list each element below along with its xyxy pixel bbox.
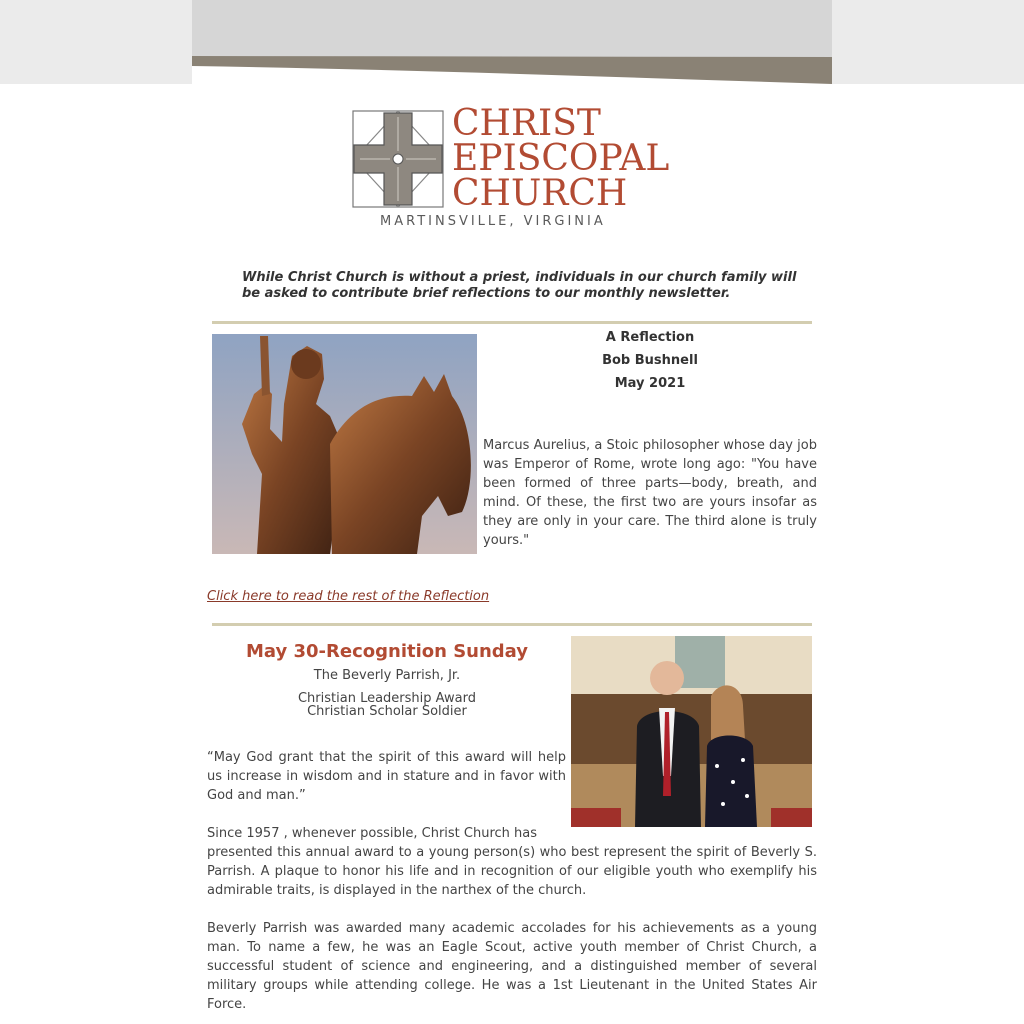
- marcus-aurelius-statue-photo: [212, 334, 477, 554]
- award-description: [207, 692, 567, 718]
- logo-line-episcopal: EPISCOPAL: [452, 138, 670, 179]
- award-quote: “May God grant that the spirit of this award will help us increase in wisdom and in stature and in favor with God and man.”: [207, 750, 566, 803]
- logo-line-church: CHURCH: [452, 173, 628, 214]
- divider-top: [212, 321, 812, 324]
- reflection-excerpt: Marcus Aurelius, a Stoic philosopher whose day job was Emperor of Rome, wrote long ago: "You have been formed of three parts—body, breath, and mind. Of these, the first two are yours insofar as they are only in your care. The third alone is truly yours.": [483, 438, 817, 548]
- church-logo: [352, 103, 682, 232]
- award-history-paragraph: [207, 824, 817, 900]
- reflection-author: Bob Bushnell: [602, 353, 698, 368]
- award-name: The Beverly Parrish, Jr.: [313, 668, 461, 683]
- divider-middle: [212, 623, 812, 626]
- logo-location: MARTINSVILLE, VIRGINIA: [380, 214, 606, 229]
- parrish-biography-paragraph: Beverly Parrish was awarded many academic accolades for his achievements as a young man. To name a few, he was an Eagle Scout, active youth member of Christ Church, a successful student of science and engineering, and a distinguished member of several military groups while attending college. He was a 1st Lieutenant in the United States Air Force.: [207, 921, 817, 1012]
- award-history-rest: presented this annual award to a young person(s) who best represent the spirit of Beverly S. Parrish. A plaque to honor his life and in recognition of our eligible youth who exemplify his admirable traits, is displayed in the narthex of the church.: [207, 845, 817, 898]
- reflection-heading: A Reflection: [605, 330, 695, 345]
- award-line-1: Christian Leadership Award: [297, 691, 476, 706]
- reflection-date: May 2021: [614, 376, 686, 391]
- read-reflection-link[interactable]: Click here to read the rest of the Reflection: [207, 589, 490, 604]
- header-banner: [192, 0, 832, 84]
- page-background-left: [0, 0, 192, 84]
- recognition-title: May 30-Recognition Sunday: [245, 641, 529, 662]
- award-line-2: Christian Scholar Soldier: [307, 704, 467, 719]
- cross-icon: [352, 109, 444, 209]
- page-background-right: [832, 0, 1024, 84]
- award-recipients-photo: [571, 636, 812, 827]
- award-history-first-line: Since 1957 , whenever possible, Christ Church has: [207, 826, 538, 841]
- intro-note: While Christ Church is without a priest, individuals in our church family will be asked to contribute brief reflections to our monthly newsletter.: [242, 270, 797, 301]
- logo-line-christ: CHRIST: [452, 103, 601, 144]
- reflection-header: [483, 326, 817, 395]
